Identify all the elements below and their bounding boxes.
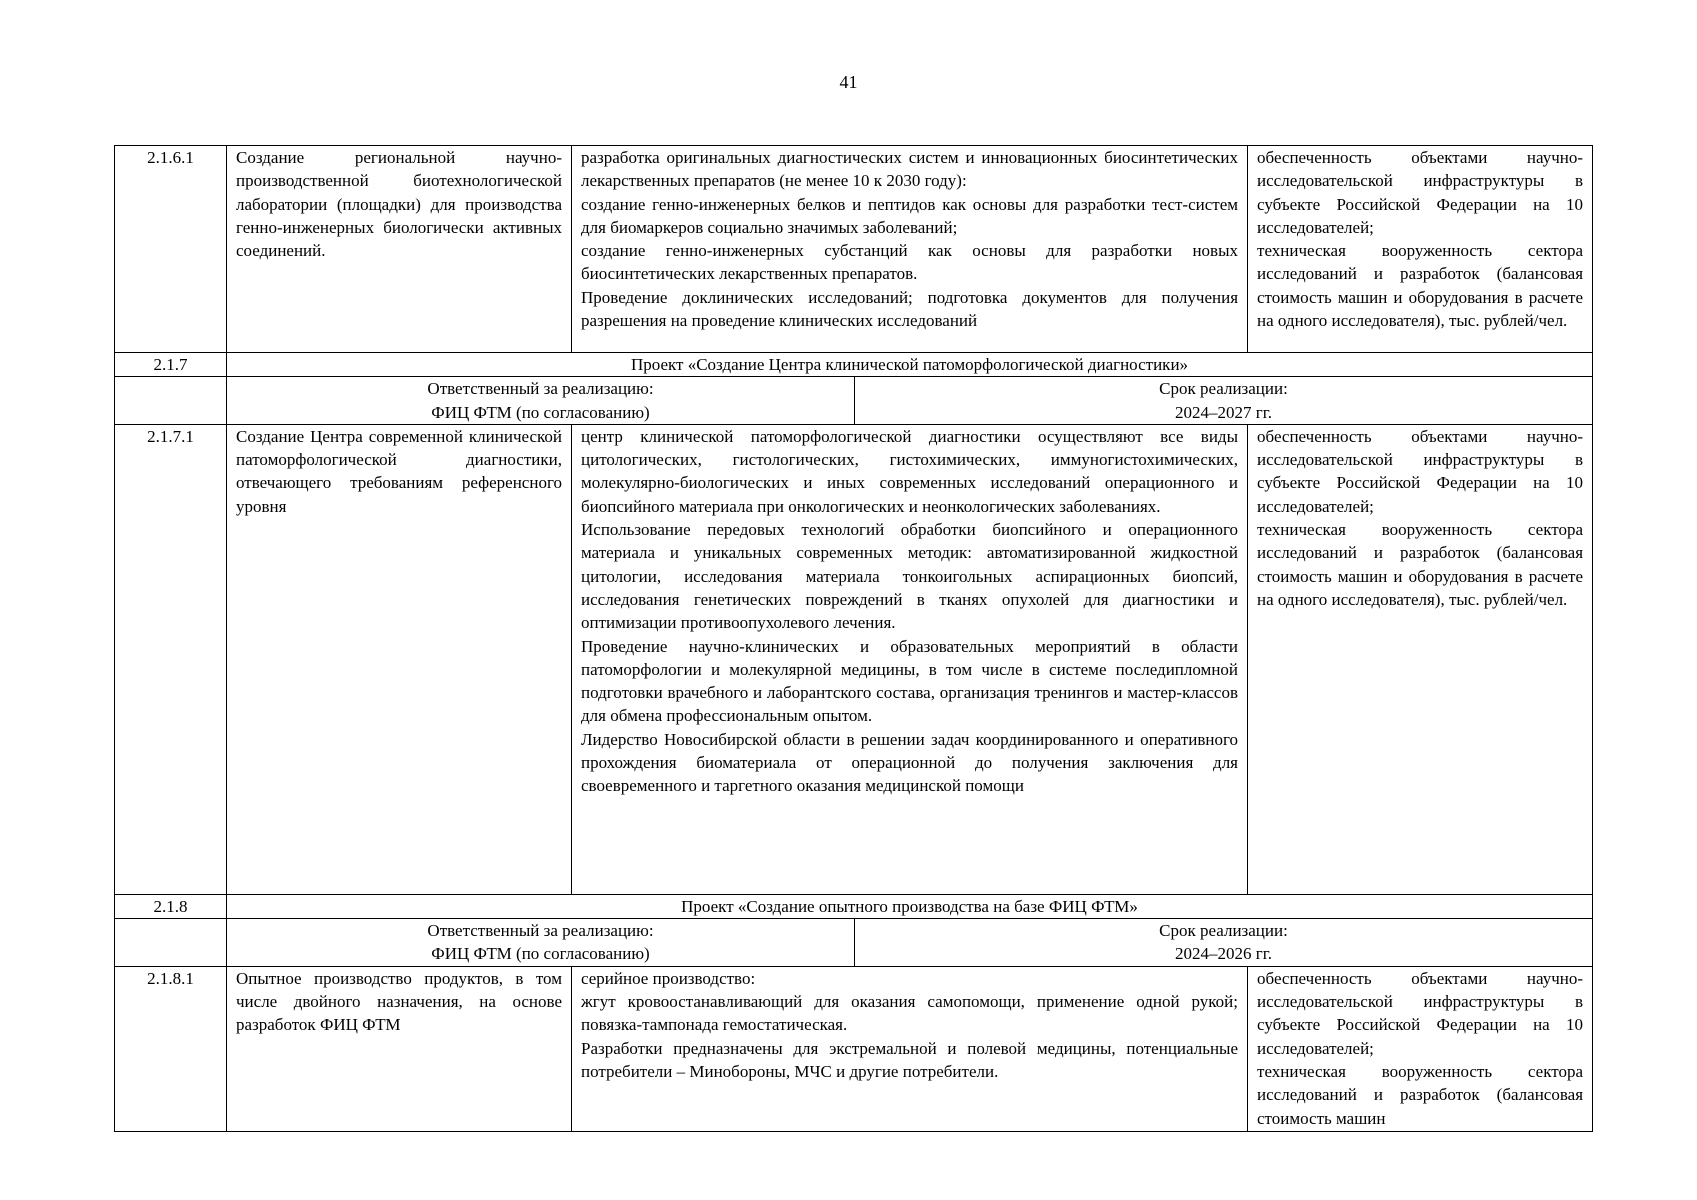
page-number: 41 <box>839 72 858 92</box>
table-row <box>115 424 1593 894</box>
project-responsible-row <box>115 919 1593 967</box>
measure-indicators: обеспеченность объектами научно-исследовательской инфраструктуры в субъекте Российской Федерации на 10 исследователей; техническая вооруженность сектора исследований и разработок (балансовая стоимость машин <box>1248 966 1593 1131</box>
project-number: 2.1.7 <box>115 353 227 377</box>
project-title: Проект «Создание Центра клинической патоморфологической диагностики» <box>227 353 1593 377</box>
project-row <box>115 353 1593 377</box>
term-cell: Срок реализации: 2024–2027 гг. <box>855 377 1593 425</box>
table-row <box>115 966 1593 1131</box>
project-responsible-row <box>115 377 1593 425</box>
measure-indicators: обеспеченность объектами научно-исследовательской инфраструктуры в субъекте Российской Федерации на 10 исследователей; техническая вооруженность сектора исследований и разработок (балансовая стоимость машин и оборудования в расчете на одного исследователя), тыс. рублей/чел. <box>1248 424 1593 894</box>
row-number: 2.1.7.1 <box>115 424 227 894</box>
project-number: 2.1.8 <box>115 894 227 918</box>
row-number: 2.1.8.1 <box>115 966 227 1131</box>
measure-name: Создание Центра современной клинической патоморфологической диагностики, отвечающего требованиям референсного уровня <box>227 424 572 894</box>
measure-content: разработка оригинальных диагностических систем и инновационных биосинтетических лекарственных препаратов (не менее 10 к 2030 году): создание генно-инженерных белков и пептидов как основы для разработки тест-систем для биомаркеров социально значимых заболеваний; создание генно-инженерных субстанций как основы для разработки новых биосинтетических лекарственных препаратов. Проведение доклинических исследований; подготовка документов для получения разрешения на проведение клинических исследований <box>572 146 1248 353</box>
measure-name: Создание региональной научно-производственной биотехнологической лаборатории (площадки) для производства генно-инженерных биологически активных соединений. <box>227 146 572 353</box>
measure-indicators: обеспеченность объектами научно-исследовательской инфраструктуры в субъекте Российской Федерации на 10 исследователей; техническая вооруженность сектора исследований и разработок (балансовая стоимость машин и оборудования в расчете на одного исследователя), тыс. рублей/чел. <box>1248 146 1593 353</box>
row-number: 2.1.6.1 <box>115 146 227 353</box>
table-row <box>115 146 1593 353</box>
measure-content: серийное производство: жгут кровоостанавливающий для оказания самопомощи, применение одной рукой; повязка-тампонада гемостатическая. Разработки предназначены для экстремальной и полевой медицины, потенциальные потребители – Минобороны, МЧС и другие потребители. <box>572 966 1248 1131</box>
project-row <box>115 894 1593 918</box>
measure-content: центр клинической патоморфологической диагностики осуществляют все виды цитологических, гистологических, гистохимических, иммуногистохимических, молекулярно-биологических и иных современных исследований операционного и биопсийного материала при онкологических и неонкологических заболеваниях. Использование передовых технологий обработки биопсийного и операционного материала и уникальных современных методик: автоматизированной жидкостной цитологии, исследования материала тонкоигольных аспирационных биопсий, исследования генетических повреждений в тканях опухолей для диагностики и оптимизации противоопухолевого лечения. Проведение научно-клинических и образовательных мероприятий в области патоморфологии и молекулярной медицины, в том числе в системе последипломной подготовки врачебного и лаборантского состава, организация тренингов и мастер-классов для обмена профессиональным опытом. Лидерство Новосибирской области в решении задач координированного и оперативного прохождения биоматериала от операционной до получения заключения для своевременного и таргетного оказания медицинской помощи <box>572 424 1248 894</box>
measures-table <box>114 145 1593 1132</box>
empty-cell <box>115 919 227 967</box>
empty-cell <box>115 377 227 425</box>
term-cell: Срок реализации: 2024–2026 гг. <box>855 919 1593 967</box>
project-title: Проект «Создание опытного производства на базе ФИЦ ФТМ» <box>227 894 1593 918</box>
responsible-cell: Ответственный за реализацию: ФИЦ ФТМ (по согласованию) <box>227 377 855 425</box>
measure-name: Опытное производство продуктов, в том числе двойного назначения, на основе разработок ФИЦ ФТМ <box>227 966 572 1131</box>
responsible-cell: Ответственный за реализацию: ФИЦ ФТМ (по согласованию) <box>227 919 855 967</box>
